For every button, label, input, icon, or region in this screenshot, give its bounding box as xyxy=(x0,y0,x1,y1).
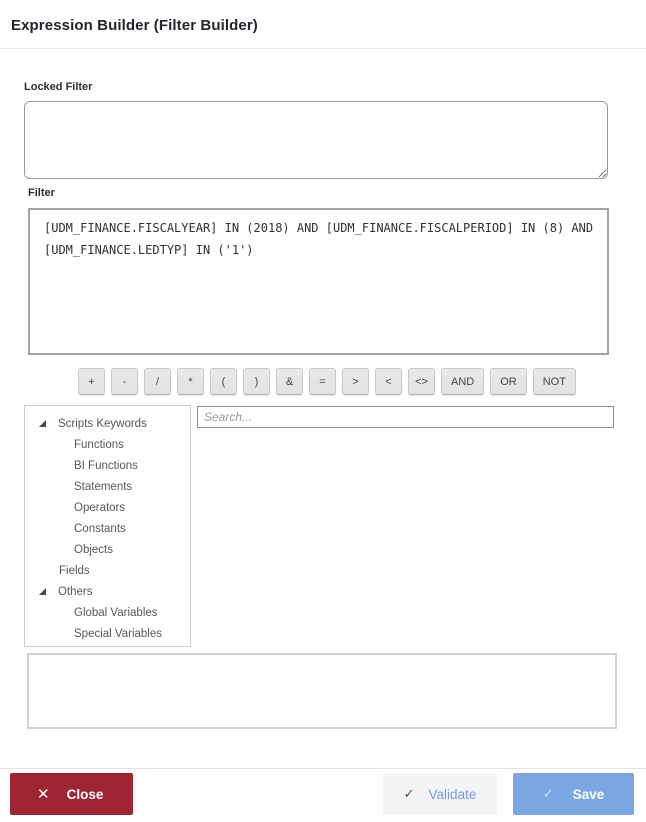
footer-divider xyxy=(0,768,646,769)
locked-filter-label: Locked Filter xyxy=(24,81,93,93)
operator-button[interactable]: & xyxy=(276,368,303,395)
header-divider xyxy=(0,48,646,49)
tree-item-label: Functions xyxy=(74,438,124,451)
validate-button[interactable] xyxy=(383,773,497,815)
operator-button[interactable]: - xyxy=(111,368,138,395)
tree-item-label: Operators xyxy=(74,501,126,514)
tree-item[interactable] xyxy=(25,497,190,518)
operator-button[interactable]: * xyxy=(177,368,204,395)
tree-item-label: Statements xyxy=(74,480,133,493)
locked-filter-textarea[interactable] xyxy=(24,101,608,179)
check-icon: ✓ xyxy=(403,786,415,801)
tree-item[interactable] xyxy=(25,623,190,644)
tree-item[interactable] xyxy=(25,560,190,581)
operator-button[interactable]: > xyxy=(342,368,369,395)
expand-arrow-icon[interactable] xyxy=(39,588,46,595)
tree-item-label: Constants xyxy=(74,522,126,535)
tree-item-label: Fields xyxy=(59,564,90,577)
operator-button[interactable]: = xyxy=(309,368,336,395)
tree-item[interactable] xyxy=(25,539,190,560)
tree-item-label: Global Variables xyxy=(74,606,158,619)
operator-button[interactable]: OR xyxy=(490,368,527,395)
operator-button[interactable]: / xyxy=(144,368,171,395)
expand-arrow-icon[interactable] xyxy=(39,420,46,427)
tree-item[interactable] xyxy=(25,602,190,623)
filter-textarea[interactable] xyxy=(28,208,609,355)
tree-item-label: Special Variables xyxy=(74,627,163,640)
tree-item[interactable] xyxy=(25,434,190,455)
operator-button[interactable]: <> xyxy=(408,368,435,395)
tree-item[interactable] xyxy=(25,518,190,539)
keywords-tree-panel[interactable] xyxy=(24,405,191,647)
close-button-label: Close xyxy=(66,786,104,802)
close-icon: ✕ xyxy=(37,786,50,803)
description-box xyxy=(27,653,617,729)
tree-item-label: BI Functions xyxy=(74,459,138,472)
save-button-label: Save xyxy=(572,786,605,802)
tree-item-label: Others xyxy=(58,585,93,598)
check-icon: ✓ xyxy=(542,786,554,801)
operator-button[interactable]: ( xyxy=(210,368,237,395)
operator-button[interactable]: NOT xyxy=(533,368,576,395)
operator-button-row xyxy=(78,368,576,395)
operator-button[interactable]: ) xyxy=(243,368,270,395)
operator-button[interactable]: < xyxy=(375,368,402,395)
tree-item-label: Scripts Keywords xyxy=(58,417,147,430)
tree-item[interactable] xyxy=(25,581,190,602)
tree-item[interactable] xyxy=(25,413,190,434)
close-button[interactable] xyxy=(10,773,133,815)
operator-button[interactable]: AND xyxy=(441,368,484,395)
dialog-title: Expression Builder (Filter Builder) xyxy=(11,17,258,34)
tree-item[interactable] xyxy=(25,455,190,476)
operator-button[interactable]: + xyxy=(78,368,105,395)
save-button[interactable] xyxy=(513,773,634,815)
filter-label: Filter xyxy=(28,187,55,199)
tree-item-label: Objects xyxy=(74,543,113,556)
validate-button-label: Validate xyxy=(428,786,477,802)
tree-item[interactable] xyxy=(25,476,190,497)
search-input[interactable] xyxy=(197,406,614,428)
